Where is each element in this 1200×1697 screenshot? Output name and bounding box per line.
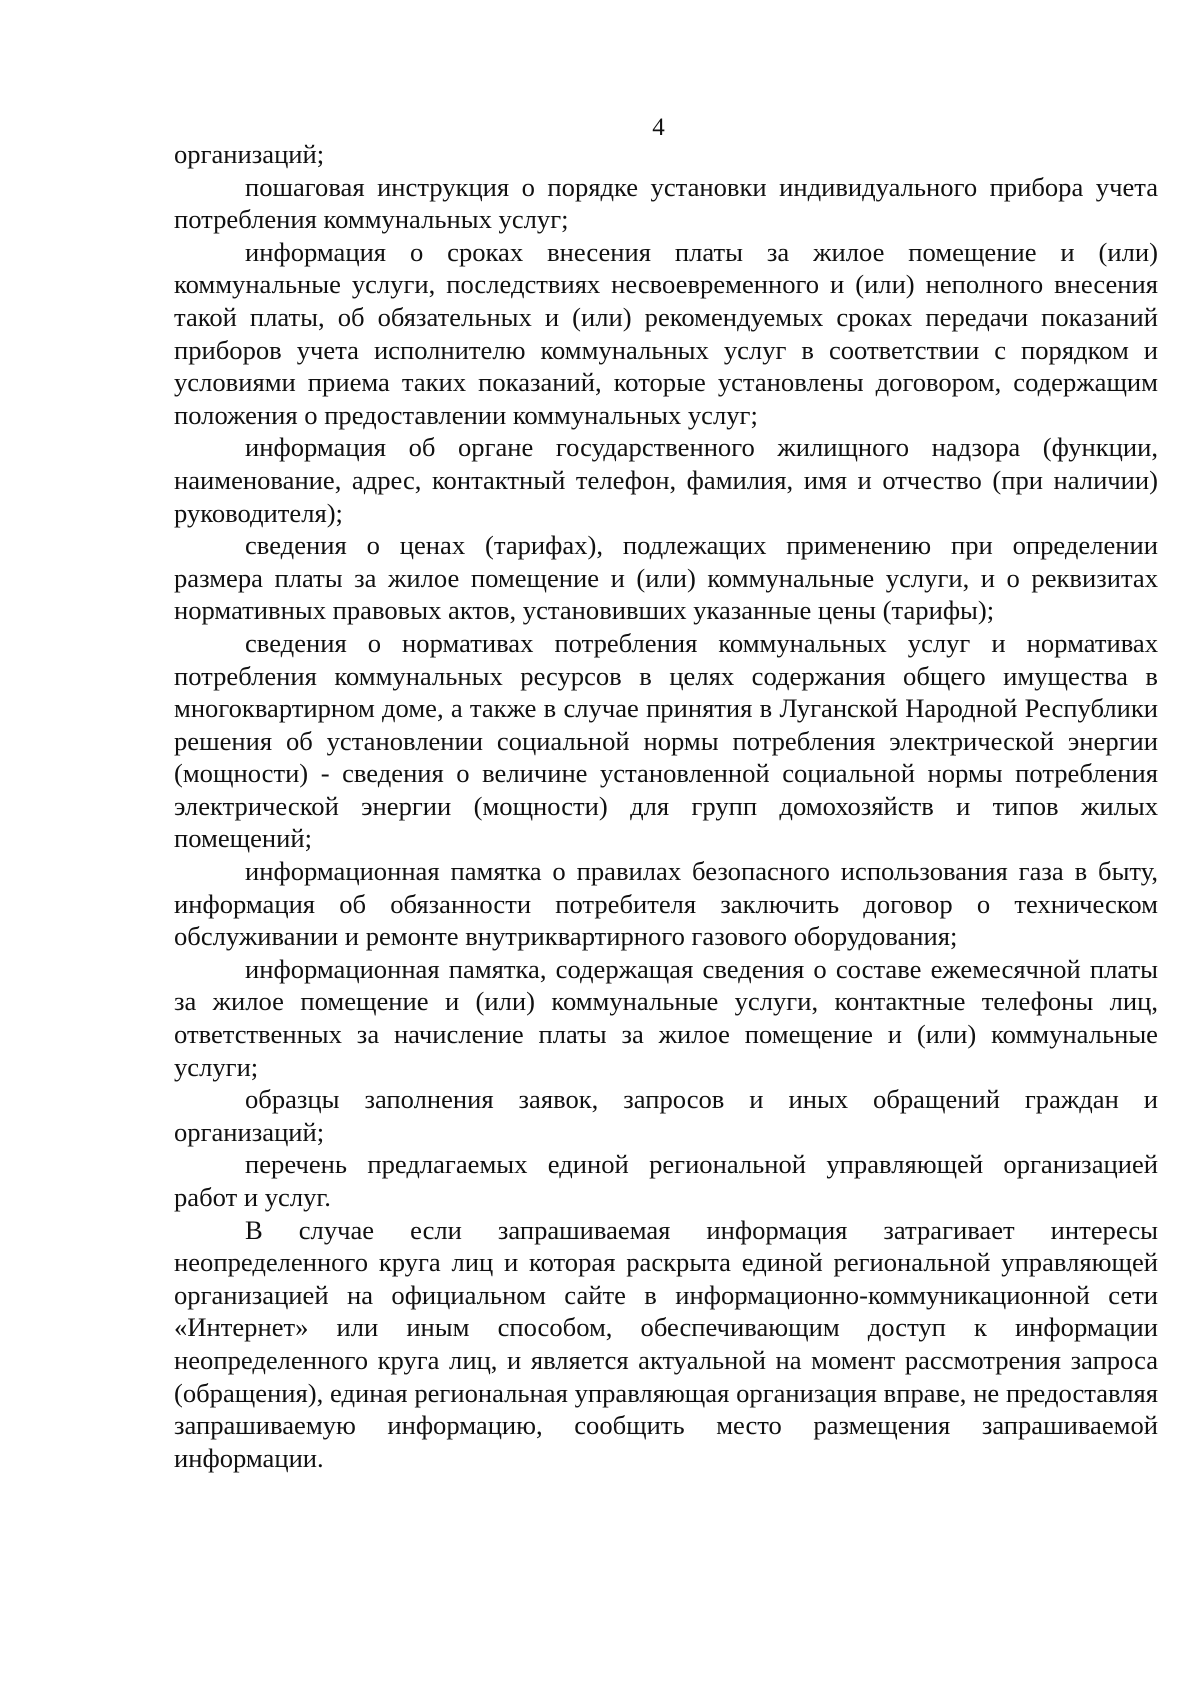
paragraph-services-list: перечень предлагаемых единой региональной управляющей организацией работ и услуг. [174,1149,1158,1212]
page-number: 4 [652,114,665,141]
paragraph-consumption-norms: сведения о нормативах потребления коммунальных услуг и нормативах потребления коммунальных ресурсов в целях содержания общего имущества в многоквартирном доме, а также в случае принятия в Луганской Народной Республики решения об установлении социальной нормы потребления электрической энергии (мощности) - сведения о величине установленной социальной нормы потребления электрической энергии (мощности) для групп домохозяйств и типов жилых помещений; [174,627,1158,854]
paragraph-sample-forms: образцы заполнения заявок, запросов и иных обращений граждан и организаций; [174,1084,1158,1147]
paragraph-payment-deadlines: информация о сроках внесения платы за жилое помещение и (или) коммунальные услуги, последствиях несвоевременного и (или) неполного внесения такой платы, об обязательных и (или) рекомендуемых сроках передачи показаний приборов учета исполнителю коммунальных услуг в соответствии с порядком и условиями приема таких показаний, которые установлены договором, содержащим положения о предоставлении коммунальных услуг; [174,236,1158,430]
paragraph-information-disclosure: В случае если запрашиваемая информация затрагивает интересы неопределенного круга лиц и которая раскрыта единой региональной управляющей организацией на официальном сайте в информационно-коммуникационной сети «Интернет» или иным способом, обеспечивающим доступ к информации неопределенного круга лиц, и является актуальной на момент рассмотрения запроса (обращения), единая региональная управляющая организация вправе, не предоставляя запрашиваемую информацию, сообщить место размещения запрашиваемой информации. [174,1214,1158,1473]
paragraph-gas-safety: информационная памятка о правилах безопасного использования газа в быту, информация об обязанности потребителя заключить договор о техническом обслуживании и ремонте внутриквартирного газового оборудования; [174,856,1158,952]
paragraph-tariffs: сведения о ценах (тарифах), подлежащих применению при определении размера платы за жилое помещение и (или) коммунальные услуги, и о реквизитах нормативных правовых актов, установивших указанные цены (тарифы); [174,530,1158,626]
paragraph-housing-supervision: информация об органе государственного жилищного надзора (функции, наименование, адрес, контактный телефон, фамилия, имя и отчество (при наличии) руководителя); [174,432,1158,528]
paragraph-installation-instruction: пошаговая инструкция о порядке установки индивидуального прибора учета потребления коммунальных услуг; [174,171,1158,235]
paragraph-monthly-payment: информационная памятка, содержащая сведения о составе ежемесячной платы за жилое помещение и (или) коммунальные услуги, контактные телефоны лиц, ответственных за начисление платы за жилое помещение и (или) коммунальные услуги; [174,953,1158,1082]
document-body [174,138,1158,1474]
paragraph-continuation: организаций; [174,139,325,169]
